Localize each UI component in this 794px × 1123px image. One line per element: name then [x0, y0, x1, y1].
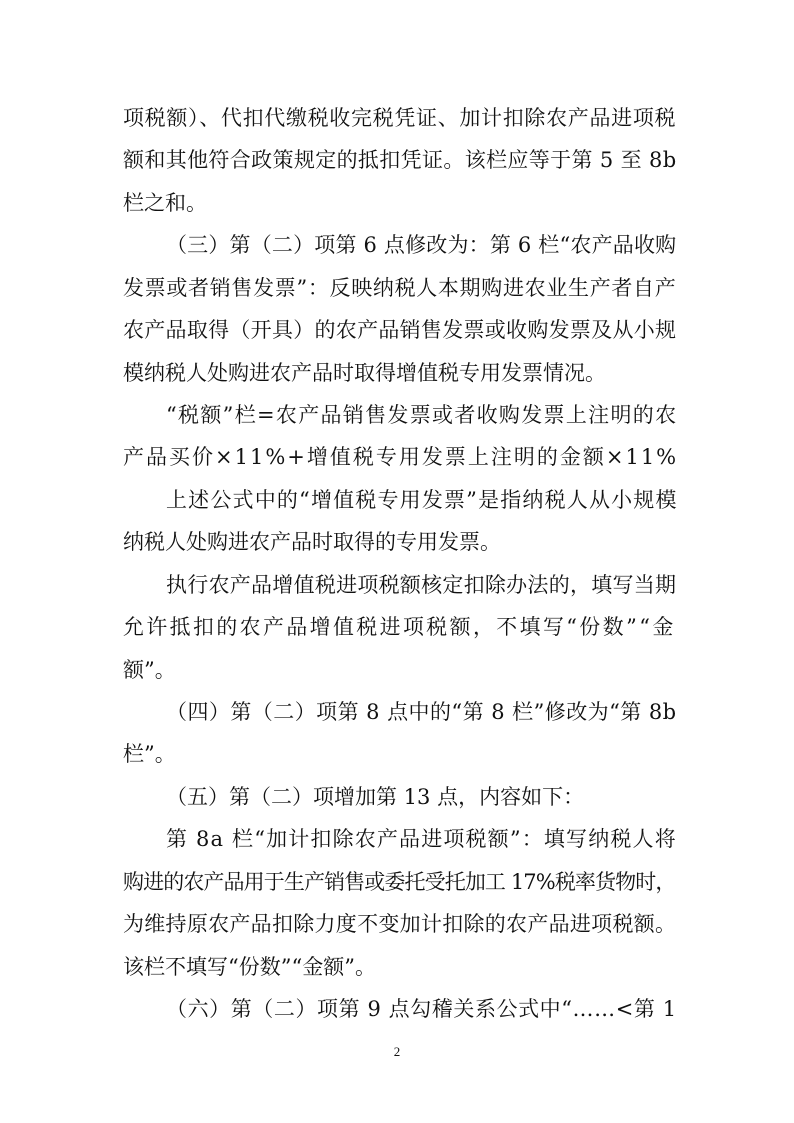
- text-line: 发票或者销售发票”：反映纳税人本期购进农业生产者自产: [123, 276, 677, 300]
- text-line: 上述公式中的“增值税专用发票”是指纳税人从小规模: [166, 488, 678, 512]
- page-number: 2: [393, 1044, 401, 1059]
- text-line: 为维持原农产品扣除力度不变加计扣除的农产品进项税额。: [123, 912, 677, 936]
- text-line: 栏”。: [123, 742, 176, 766]
- text-line: 第 8a 栏“加计扣除农产品进项税额”：填写纳税人将: [166, 827, 677, 851]
- text-line: 额和其他符合政策规定的抵扣凭证。该栏应等于第 5 至 8b: [123, 148, 677, 172]
- text-line: 该栏不填写“份数”“金额”。: [123, 955, 376, 979]
- text-line: 栏之和。: [123, 191, 207, 215]
- text-line: （五）第（二）项增加第 13 点，内容如下：: [166, 785, 585, 809]
- text-line: 额”。: [123, 658, 176, 682]
- text-line: “税额”栏=农产品销售发票或者收购发票上注明的农: [166, 403, 678, 427]
- text-line: 项税额）、代扣代缴税收完税凭证、加计扣除农产品进项税: [123, 106, 677, 130]
- text-line: 执行农产品增值税进项税额核定扣除办法的，填写当期: [166, 573, 677, 597]
- text-line: 产品买价×11%+增值税专用发票上注明的金额×11%: [123, 445, 679, 469]
- text-line: （六）第（二）项第 9 点勾稽关系公式中“……<第 1: [166, 997, 677, 1021]
- text-line: 模纳税人处购进农产品时取得增值税专用发票情况。: [123, 361, 606, 385]
- text-line: 纳税人处购进农产品时取得的专用发票。: [123, 530, 501, 554]
- text-line: （四）第（二）项第 8 点中的“第 8 栏”修改为“第 8b: [166, 700, 677, 724]
- text-line: 购进的农产品用于生产销售或委托受托加工 17%税率货物时，: [123, 870, 676, 894]
- text-line: （三）第（二）项第 6 点修改为：第 6 栏“农产品收购: [166, 233, 677, 257]
- text-line: 允许抵扣的农产品增值税进项税额，不填写“份数”“金: [123, 615, 676, 639]
- text-line: 农产品取得（开具）的农产品销售发票或收购发票及从小规: [123, 318, 677, 342]
